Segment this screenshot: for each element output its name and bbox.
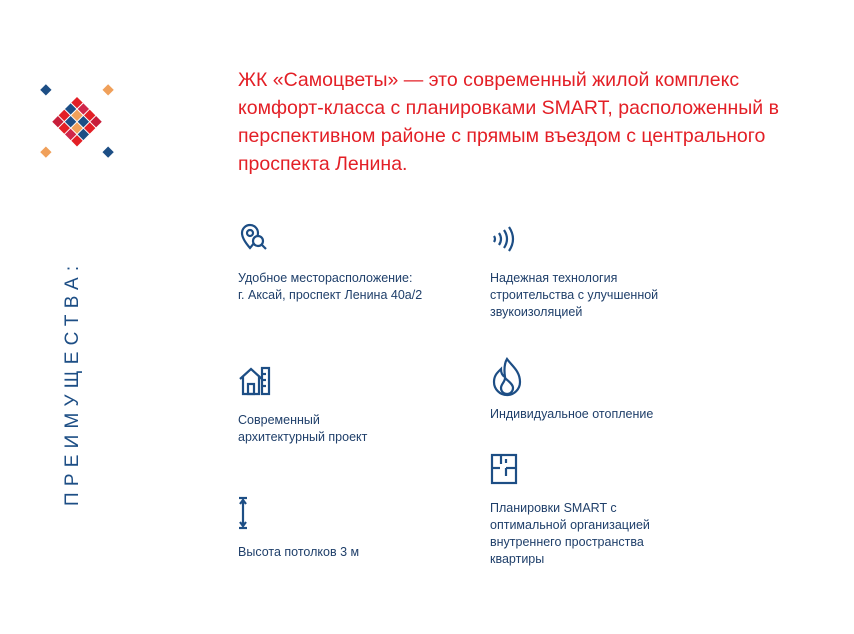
advantage-text: Современный архитектурный проект — [238, 413, 368, 444]
advantage-text: Планировки SMART с оптимальной организацией внутреннего пространства квартиры — [490, 501, 650, 566]
advantage-soundproofing — [490, 222, 740, 321]
advantage-location — [238, 222, 488, 304]
logo-mosaic — [26, 70, 128, 172]
house-ruler-icon — [238, 364, 272, 398]
floor-plan-icon — [490, 452, 524, 486]
advantages-heading: ПРЕИМУЩЕСТВА: — [62, 259, 83, 506]
sound-waves-icon — [490, 222, 524, 256]
advantage-text: Удобное месторасположение: г. Аксай, проспект Ленина 40а/2 — [238, 271, 423, 302]
advantage-text: Надежная технология строительства с улучшенной звукоизоляцией — [490, 271, 659, 319]
advantage-heating — [490, 356, 740, 423]
advantage-smart-layout — [490, 452, 740, 568]
advantage-text: Высота потолков 3 м — [238, 545, 360, 559]
flame-icon — [490, 356, 524, 398]
advantage-architecture — [238, 364, 488, 446]
advantage-text: Индивидуальное отопление — [490, 407, 654, 421]
intro-paragraph: ЖК «Самоцветы» — это современный жилой комплекс комфорт-класса с планировками SMART, расположенный в перспективном районе с прямым въездом с центрального проспекта Ленина. — [238, 69, 779, 175]
ceiling-height-icon — [238, 496, 272, 530]
location-search-icon — [238, 222, 272, 256]
advantage-ceiling — [238, 496, 488, 561]
